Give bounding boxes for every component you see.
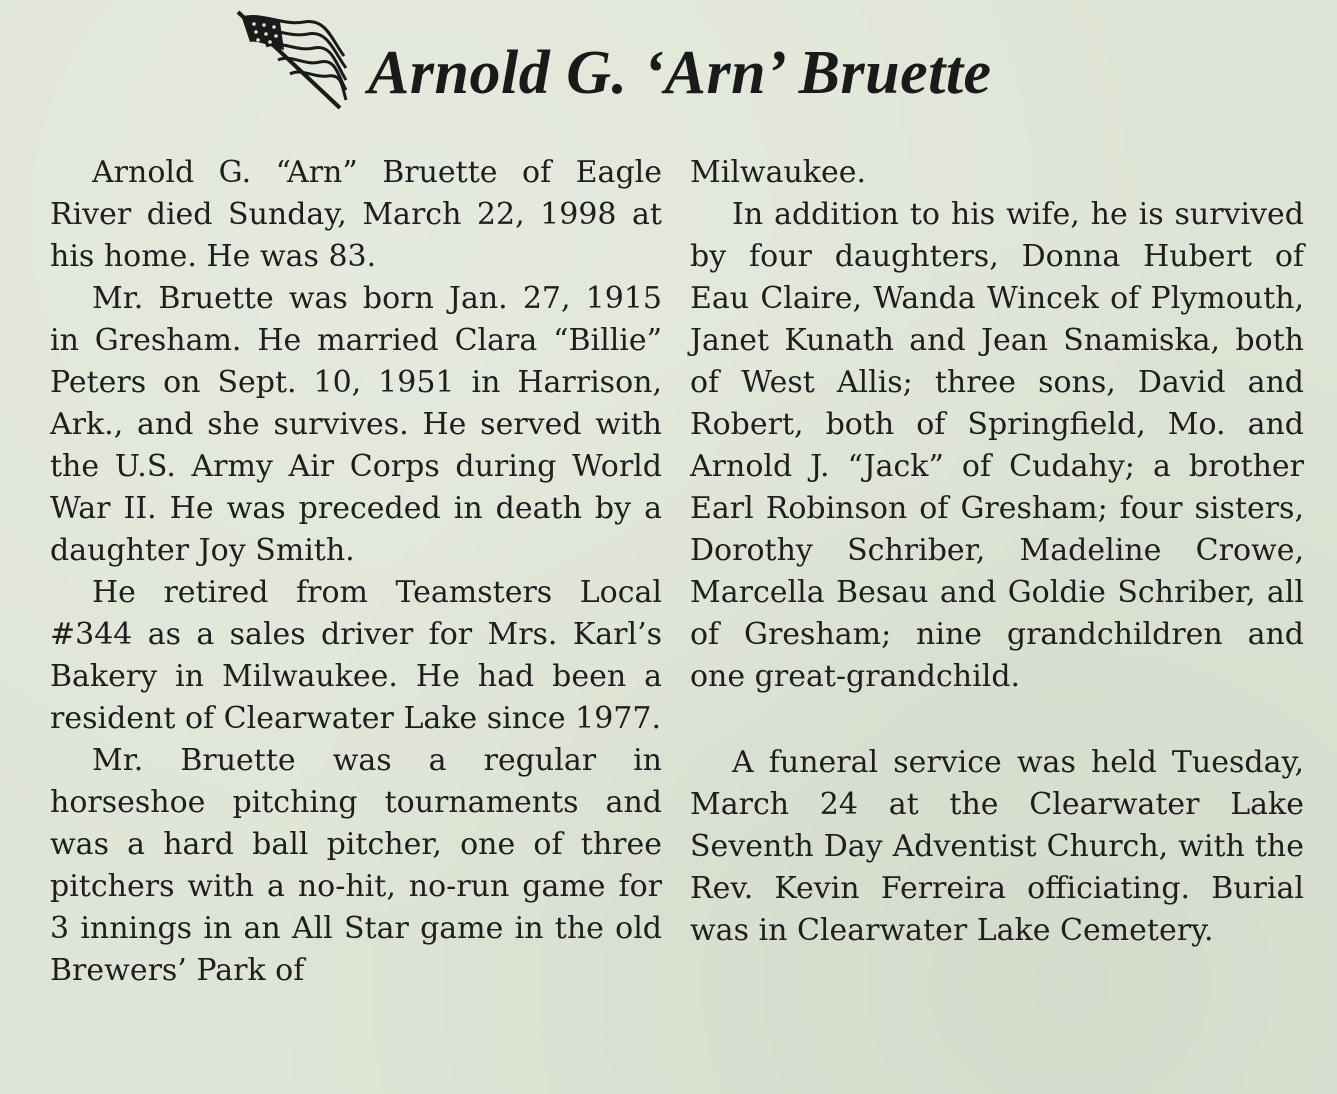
obituary-headline: Arnold G. ‘Arn’ Bruette xyxy=(368,39,992,107)
paragraph-hobbies: Mr. Bruette was a regular in horseshoe pitching tournaments and was a hard ball pitcher, one of three pitchers with a no-hit, no-run game for 3 innings in an All Star game in the old Brewers’ Park of xyxy=(50,743,662,988)
paragraph-death-notice: Arnold G. “Arn” Bruette of Eagle River died Sunday, March 22, 1998 at his home. He was 83. xyxy=(50,155,662,274)
left-column xyxy=(50,152,662,992)
paragraph-funeral-service: A funeral service was held Tuesday, March 24 at the Clearwater Lake Seventh Day Adventist Church, with the Rev. Kevin Ferreira officiating. Burial was in Clearwater Lake Cemetery. xyxy=(690,745,1304,948)
paragraph-career: He retired from Teamsters Local #344 as a sales driver for Mrs. Karl’s Bakery in Milwaukee. He had been a resident of Clearwater Lake since 1977. xyxy=(50,575,662,736)
american-flag-icon xyxy=(232,10,350,110)
paragraph-biography: Mr. Bruette was born Jan. 27, 1915 in Gresham. He married Clara “Billie” Peters on Sept. 10, 1951 in Harrison, Ark., and she survives. He served with the U.S. Army Air Corps during World War II. He was preceded in death by a daughter Joy Smith. xyxy=(50,281,662,568)
obituary-header xyxy=(0,0,1337,140)
right-column xyxy=(690,152,1304,952)
paragraph-survivors: In addition to his wife, he is survived by four daughters, Donna Hubert of Eau Claire, Wanda Wincek of Plymouth, Janet Kunath and Jean Snamiska, both of West Allis; three sons, David and Robert, both of Springfield, Mo. and Arnold J. “Jack” of Cudahy; a brother Earl Robinson of Gresham; four sisters, Dorothy Schriber, Madeline Crowe, Marcella Besau and Goldie Schriber, all of Gresham; nine grandchildren and one great-grandchild. xyxy=(690,197,1304,694)
paragraph-hobbies-continued: Milwaukee. xyxy=(690,155,867,190)
